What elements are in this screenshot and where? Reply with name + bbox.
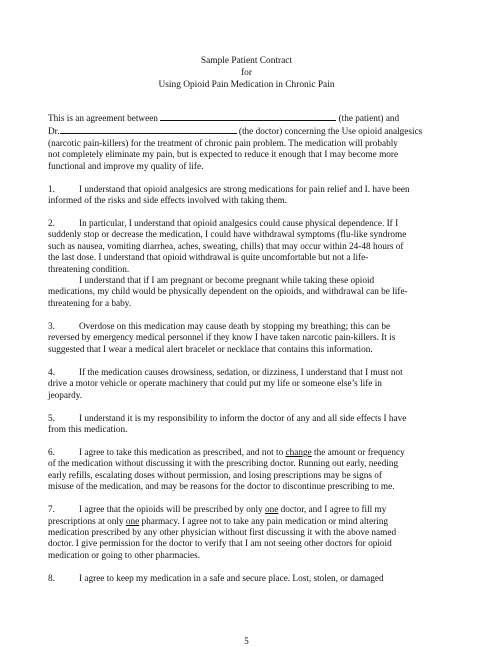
intro-text-1a: This is an agreement between	[48, 114, 158, 124]
contract-item-7	[48, 505, 452, 562]
item-text: doctor, and I agree to fill my	[278, 505, 387, 516]
item-text: I understand that if I am pregnant or become pregnant while taking these opioid	[79, 276, 375, 287]
item-text: I agree to keep my medication in a safe and secure place. Lost, stolen, or damaged	[79, 573, 384, 584]
item-text: doctor. I give permission for the doctor to verify that I am not seeing other doctors for opioid	[48, 539, 392, 550]
item-text: I agree to take this medication as prescribed, and not to	[79, 447, 286, 458]
contract-item-2	[48, 219, 452, 310]
item-text: the last dose. I understand that opioid withdrawal is quite uncomfortable but not a life-	[48, 253, 369, 264]
page-number: 5	[244, 636, 249, 646]
item-text: jeopardy.	[48, 390, 83, 401]
item-number: 8.	[48, 573, 55, 584]
item-text: medication or going to other pharmacies.	[48, 550, 201, 561]
item-text: suggested that I wear a medical alert bracelet or necklace that contains this information.	[48, 344, 373, 355]
item-text: of the medication without discussing it with the prescribing doctor. Running out early, needing	[48, 459, 399, 470]
patient-name-blank	[160, 112, 336, 121]
contract-item-6	[48, 448, 452, 494]
item-number: 5.	[48, 413, 55, 424]
item-text: threatening for a baby.	[48, 298, 132, 309]
item-number: 3.	[48, 321, 55, 332]
item-text: I understand it is my responsibility to inform the doctor of any and all side effects I have	[79, 413, 407, 424]
intro-paragraph	[48, 112, 452, 173]
intro-text-2a: Dr.	[48, 127, 60, 138]
underlined-word: one	[264, 505, 279, 516]
contract-body	[48, 112, 452, 597]
title-line-2: for	[241, 68, 252, 78]
item-text: such as nausea, vomiting diarrhea, aches, sweating, chills) that may occur within 24-48 hours of	[48, 241, 404, 252]
intro-text-4: not completely eliminate my pain, but is expected to reduce it enough that I may become more	[48, 150, 399, 161]
item-text: Overdose on this medication may cause death by stopping my breathing; this can be	[79, 321, 391, 332]
contract-item-8	[48, 574, 452, 585]
intro-text-5: functional and improve my quality of life.	[48, 161, 204, 172]
item-text: misuse of the medication, and may be reasons for the doctor to discontinue prescribing to me.	[48, 482, 395, 493]
intro-text-2b: (the doctor) concerning the Use opioid analgesics	[238, 127, 423, 138]
item-number: 2.	[48, 219, 55, 230]
item-text: medications, my child would be physically dependent on the opioids, and withdrawal can be life-	[48, 287, 408, 298]
item-number: 6.	[48, 447, 55, 458]
item-number: 4.	[48, 367, 55, 378]
contract-item-5	[48, 414, 452, 437]
item-text: In particular, I understand that opioid analgesics could cause physical dependence. If I	[79, 219, 399, 230]
item-text: reversed by emergency medical personnel if they know I have taken narcotic pain-killers. It is	[48, 333, 396, 344]
doctor-name-blank	[60, 125, 237, 134]
intro-text-1b: (the patient) and	[338, 114, 400, 124]
underlined-word: change	[285, 447, 312, 458]
item-text: suddenly stop or decrease the medication, I could have withdrawal symptoms (flu-like syndrome	[48, 230, 407, 241]
document-title	[0, 55, 493, 91]
contract-item-4	[48, 368, 452, 402]
item-text: drive a motor vehicle or operate machinery that could put my life or someone else’s life in	[48, 379, 382, 390]
title-line-3: Using Opioid Pain Medication in Chronic Pain	[158, 80, 335, 90]
item-text: medication prescribed by any other physician without first discussing it with the above named	[48, 527, 397, 538]
item-text: pharmacy. I agree not to take any pain medication or mind altering	[139, 516, 389, 527]
item-text: If the medication causes drowsiness, sedation, or dizziness, I understand that I must not	[79, 367, 403, 378]
item-text: from this medication.	[48, 424, 128, 435]
item-text: prescriptions at only	[48, 516, 126, 527]
item-number: 7.	[48, 505, 55, 516]
item-text: informed of the risks and side effects involved with taking them.	[48, 196, 287, 207]
item-text: the amount or frequency	[311, 447, 405, 458]
intro-text-3: (narcotic pain-killers) for the treatment of chronic pain problem. The medication will probably	[48, 138, 398, 149]
underlined-word: one	[125, 516, 140, 527]
title-line-1: Sample Patient Contract	[200, 56, 293, 66]
item-text: I agree that the opioids will be prescribed by only	[79, 505, 265, 516]
contract-item-3	[48, 322, 452, 356]
contract-item-1	[48, 185, 452, 208]
item-number: 1.	[48, 184, 55, 195]
item-text: early refills, escalating doses without permission, and losing prescriptions may be signs of	[48, 470, 382, 481]
item-text: I understand that opioid analgesics are strong medications for pain relief and I. have been	[79, 184, 410, 195]
item-text: threatening condition.	[48, 264, 130, 275]
